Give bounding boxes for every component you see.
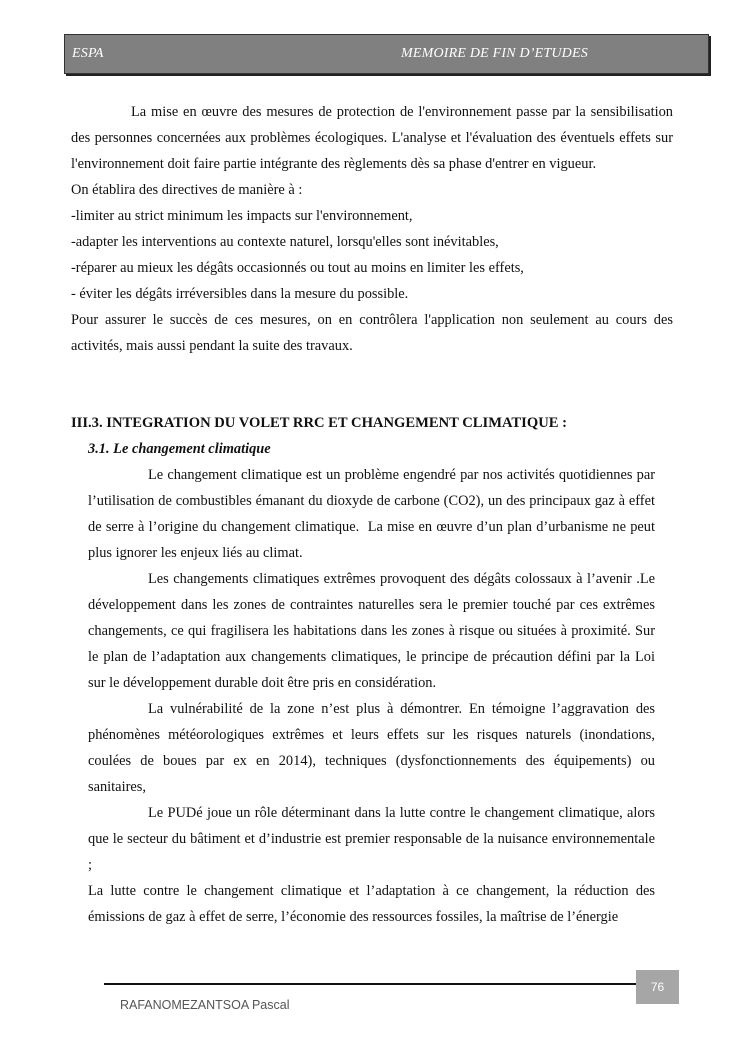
paragraph: Le PUDé joue un rôle déterminant dans la lutte contre le changement climatique, alors que le secteur du bâtiment et d’industrie est premier responsable de la nuisance environnementale ; bbox=[88, 805, 655, 873]
list-item: -réparer au mieux les dégâts occasionnés ou tout au moins en limiter les effets, bbox=[71, 260, 524, 276]
footer-author: RAFANOMEZANTSOA Pascal bbox=[120, 998, 290, 1012]
page-header bbox=[64, 34, 709, 74]
page-number: 76 bbox=[636, 970, 679, 1004]
paragraph-measures-control: Pour assurer le succès de ces mesures, on en contrôlera l'application non seulement au cours des activités, mais aussi pendant la suite des travaux. bbox=[71, 312, 673, 354]
paragraph-environment-awareness: La mise en œuvre des mesures de protection de l'environnement passe par la sensibilisation des personnes concernées aux problèmes écologiques. L'analyse et l'évaluation des éventuels effets sur l'environnement doit faire partie intégrante des règlements dès sa phase d'entrer en vigueur. bbox=[71, 104, 673, 172]
footer-divider bbox=[104, 983, 636, 985]
section-climate-change bbox=[88, 462, 655, 930]
list-item: -adapter les interventions au contexte naturel, lorsqu'elles sont inévitables, bbox=[71, 234, 499, 250]
directives-intro: On établira des directives de manière à : bbox=[71, 182, 303, 198]
section-heading: III.3. INTEGRATION DU VOLET RRC ET CHANGEMENT CLIMATIQUE : bbox=[71, 415, 567, 431]
paragraph: La lutte contre le changement climatique et l’adaptation à ce changement, la réduction des émissions de gaz à effet de serre, l’économie des ressources fossiles, la maîtrise de l’énergie bbox=[88, 883, 655, 925]
section-environment-measures bbox=[71, 99, 673, 359]
list-item: -limiter au strict minimum les impacts sur l'environnement, bbox=[71, 208, 413, 224]
paragraph: La vulnérabilité de la zone n’est plus à démontrer. En témoigne l’aggravation des phénomènes météorologiques extrêmes et leurs effets sur les risques naturels (inondations, coulées de boues par ex en 2014), techniques (dysfonctionnements des équipements) ou sanitaires, bbox=[88, 701, 655, 795]
header-document-title: MEMOIRE DE FIN D’ETUDES bbox=[401, 46, 588, 61]
list-item: - éviter les dégâts irréversibles dans la mesure du possible. bbox=[71, 286, 409, 302]
header-institution: ESPA bbox=[72, 46, 104, 61]
paragraph: Le changement climatique est un problème engendré par nos activités quotidiennes par l’utilisation de combustibles émanant du dioxyde de carbone (CO2), un des principaux gaz à effet de serre à l’origine du changement climatique. La mise en œuvre d’un plan d’urbanisme ne peut plus ignorer les enjeux liés au climat. bbox=[88, 467, 655, 561]
paragraph: Les changements climatiques extrêmes provoquent des dégâts colossaux à l’avenir .Le développement dans les zones de contraintes naturelles sera le premier touché par ces extrêmes changements, ce qui fragilisera les habitations dans les zones à risque ou situées à proximité. Sur le plan de l’adaptation aux changements climatiques, le principe de précaution défini par la Loi sur le développement durable doit être pris en considération. bbox=[88, 571, 655, 691]
subsection-heading: 3.1. Le changement climatique bbox=[88, 441, 271, 457]
